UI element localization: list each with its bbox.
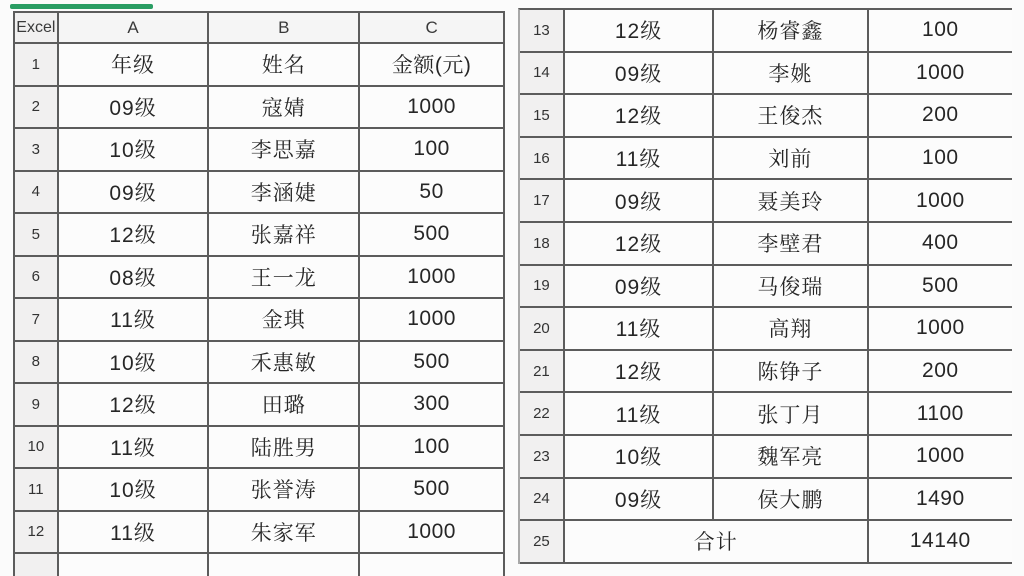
amount-cell[interactable]: 金额(元) xyxy=(391,54,472,78)
amount-cell[interactable]: 100 xyxy=(922,146,959,170)
row-number[interactable] xyxy=(15,554,59,576)
grade-cell[interactable]: 11级 xyxy=(59,427,210,468)
name-cell[interactable]: 张誉涛 xyxy=(209,469,360,510)
grade-cell[interactable]: 10级 xyxy=(565,436,714,477)
table-row xyxy=(520,10,1012,53)
amount-cell[interactable]: 400 xyxy=(922,231,959,255)
name-cell[interactable]: 王一龙 xyxy=(209,257,360,298)
amount-cell[interactable]: 1490 xyxy=(915,486,965,510)
row-number[interactable]: 3 xyxy=(15,129,59,170)
name-cell[interactable]: 聂美玲 xyxy=(714,180,868,221)
grade-cell[interactable]: 11级 xyxy=(565,138,714,179)
row-number[interactable]: 19 xyxy=(520,266,565,307)
row-number[interactable]: 6 xyxy=(15,257,59,298)
name-cell[interactable]: 田璐 xyxy=(209,384,360,425)
right-table-rows xyxy=(520,10,1012,521)
table-row xyxy=(520,436,1012,479)
amount-cell[interactable]: 1000 xyxy=(407,264,456,288)
grade-cell[interactable]: 11级 xyxy=(565,393,714,434)
row-number[interactable]: 18 xyxy=(520,223,565,264)
grade-cell[interactable]: 11级 xyxy=(59,512,210,553)
grade-cell[interactable]: 12级 xyxy=(565,10,714,51)
row-number[interactable]: 22 xyxy=(520,393,565,434)
grade-cell[interactable]: 11级 xyxy=(59,299,210,340)
grade-cell[interactable]: 12级 xyxy=(565,223,714,264)
total-amount-cell[interactable]: 14140 xyxy=(909,529,971,553)
total-label-cell[interactable]: 合计 xyxy=(565,521,869,562)
table-row xyxy=(520,393,1012,436)
grade-cell[interactable]: 10级 xyxy=(59,342,210,383)
row-number[interactable]: 14 xyxy=(520,53,565,94)
table-row xyxy=(15,299,503,342)
amount-cell[interactable]: 1000 xyxy=(407,307,456,331)
name-cell[interactable]: 陈铮子 xyxy=(714,351,868,392)
name-cell[interactable]: 马俊瑞 xyxy=(714,266,868,307)
amount-cell[interactable]: 1000 xyxy=(915,316,965,340)
table-row xyxy=(15,342,503,385)
amount-cell[interactable]: 50 xyxy=(419,179,444,203)
table-left-panel xyxy=(13,11,505,576)
partial-cutoff-row xyxy=(15,554,503,576)
row-number[interactable]: 5 xyxy=(15,214,59,255)
grade-cell[interactable]: 12级 xyxy=(59,384,210,425)
grade-cell[interactable]: 09级 xyxy=(565,180,714,221)
grade-cell[interactable]: 10级 xyxy=(59,129,210,170)
corner-cell[interactable]: Excel xyxy=(15,13,59,42)
table-right-panel xyxy=(518,8,1012,564)
row-number[interactable]: 15 xyxy=(520,95,565,136)
amount-cell[interactable]: 1100 xyxy=(916,401,964,425)
row-number[interactable]: 13 xyxy=(520,10,565,51)
name-cell[interactable]: 姓名 xyxy=(209,44,360,85)
name-cell[interactable]: 张嘉祥 xyxy=(209,214,360,255)
table-row xyxy=(15,87,503,130)
selection-accent-bar xyxy=(10,4,153,9)
grade-cell[interactable]: 12级 xyxy=(59,214,210,255)
name-cell[interactable]: 寇婧 xyxy=(209,87,360,128)
amount-cell[interactable]: 300 xyxy=(413,392,450,416)
row-number[interactable]: 20 xyxy=(520,308,565,349)
table-row xyxy=(520,180,1012,223)
total-row xyxy=(520,521,1012,564)
grade-cell[interactable]: 09级 xyxy=(565,53,714,94)
table-row xyxy=(15,257,503,300)
amount-cell[interactable]: 500 xyxy=(413,349,450,373)
table-row xyxy=(520,95,1012,138)
amount-cell[interactable]: 200 xyxy=(922,103,959,127)
name-cell[interactable]: 李壁君 xyxy=(714,223,868,264)
table-row xyxy=(520,351,1012,394)
amount-cell[interactable]: 1000 xyxy=(915,188,965,212)
name-cell[interactable] xyxy=(209,554,360,576)
row-number[interactable]: 7 xyxy=(15,299,59,340)
row-number[interactable]: 10 xyxy=(15,427,59,468)
name-cell[interactable]: 杨睿鑫 xyxy=(714,10,868,51)
amount-cell[interactable]: 200 xyxy=(922,359,959,383)
row-number[interactable]: 23 xyxy=(520,436,565,477)
grade-cell[interactable]: 12级 xyxy=(565,351,714,392)
amount-cell[interactable]: 500 xyxy=(413,477,450,501)
amount-cell[interactable]: 100 xyxy=(922,18,959,42)
grade-cell[interactable]: 09级 xyxy=(59,87,210,128)
amount-cell[interactable]: 1000 xyxy=(407,94,456,118)
table-row xyxy=(520,138,1012,181)
table-row xyxy=(520,479,1012,522)
amount-cell[interactable] xyxy=(360,554,503,576)
row-number[interactable]: 12 xyxy=(15,512,59,553)
amount-cell[interactable]: 1000 xyxy=(915,60,965,84)
grade-cell[interactable]: 09级 xyxy=(59,172,210,213)
table-row xyxy=(15,129,503,172)
row-number[interactable]: 17 xyxy=(520,180,565,221)
amount-cell[interactable]: 500 xyxy=(922,273,959,297)
grade-cell[interactable]: 10级 xyxy=(59,469,210,510)
row-number[interactable]: 2 xyxy=(15,87,59,128)
name-cell[interactable]: 朱家军 xyxy=(209,512,360,553)
table-row xyxy=(520,308,1012,351)
grade-cell[interactable] xyxy=(59,554,210,576)
table-row xyxy=(15,427,503,470)
table-row xyxy=(520,53,1012,96)
table-row xyxy=(520,223,1012,266)
name-cell[interactable]: 王俊杰 xyxy=(714,95,868,136)
amount-cell[interactable]: 500 xyxy=(413,222,450,246)
row-number[interactable]: 25 xyxy=(520,521,565,562)
table-row xyxy=(15,44,503,87)
table-row xyxy=(15,469,503,512)
grade-cell[interactable]: 09级 xyxy=(565,266,714,307)
amount-cell[interactable]: 1000 xyxy=(407,519,456,543)
row-number[interactable]: 8 xyxy=(15,342,59,383)
grade-cell[interactable]: 11级 xyxy=(565,308,714,349)
row-number[interactable]: 21 xyxy=(520,351,565,392)
row-number[interactable]: 16 xyxy=(520,138,565,179)
grade-cell[interactable]: 09级 xyxy=(565,479,714,520)
row-number[interactable]: 24 xyxy=(520,479,565,520)
row-number[interactable]: 9 xyxy=(15,384,59,425)
name-cell[interactable]: 高翔 xyxy=(714,308,868,349)
grade-cell[interactable]: 08级 xyxy=(59,257,210,298)
name-cell[interactable]: 李姚 xyxy=(714,53,868,94)
table-row xyxy=(520,266,1012,309)
name-cell[interactable]: 李涵婕 xyxy=(209,172,360,213)
name-cell[interactable]: 禾惠敏 xyxy=(209,342,360,383)
grade-cell[interactable]: 12级 xyxy=(565,95,714,136)
name-cell[interactable]: 李思嘉 xyxy=(209,129,360,170)
name-cell[interactable]: 侯大鹏 xyxy=(714,479,868,520)
table-row xyxy=(15,384,503,427)
table-row xyxy=(15,512,503,555)
table-row xyxy=(15,214,503,257)
name-cell[interactable]: 陆胜男 xyxy=(209,427,360,468)
column-header-c[interactable]: C xyxy=(360,13,503,42)
amount-cell[interactable]: 100 xyxy=(413,434,450,458)
row-number[interactable]: 11 xyxy=(15,469,59,510)
amount-cell[interactable]: 100 xyxy=(413,137,450,161)
column-header-a[interactable]: A xyxy=(59,13,210,42)
row-number[interactable]: 4 xyxy=(15,172,59,213)
table-row xyxy=(15,172,503,215)
name-cell[interactable]: 魏军亮 xyxy=(714,436,868,477)
name-cell[interactable]: 刘前 xyxy=(714,138,868,179)
column-header-row xyxy=(15,13,503,44)
grade-cell[interactable]: 年级 xyxy=(59,44,210,85)
name-cell[interactable]: 金琪 xyxy=(209,299,360,340)
name-cell[interactable]: 张丁月 xyxy=(714,393,868,434)
left-table-rows xyxy=(15,44,503,554)
amount-cell[interactable]: 1000 xyxy=(915,444,965,468)
column-header-b[interactable]: B xyxy=(209,13,360,42)
row-number[interactable]: 1 xyxy=(15,44,59,85)
